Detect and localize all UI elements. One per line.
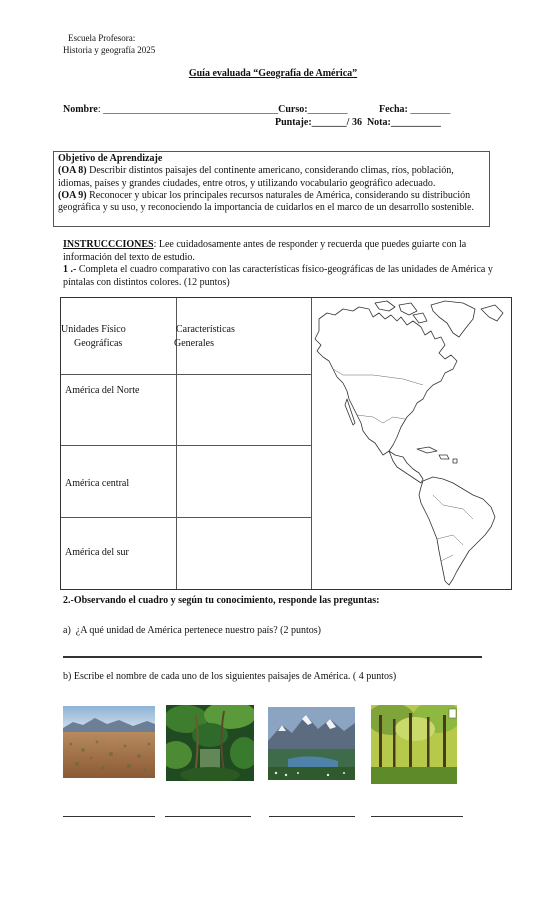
objective-heading: Objetivo de Aprendizaje — [58, 153, 163, 164]
answer-cell-south[interactable] — [177, 518, 311, 589]
question-2a — [63, 624, 321, 637]
q2a-text: ¿A qué unidad de América pertenece nuestro país? (2 puntos) — [75, 625, 321, 636]
page-title: Guía evaluada “Geografía de América” — [188, 68, 358, 79]
nombre-label: Nombre — [63, 104, 98, 115]
nombre-field[interactable] — [63, 103, 348, 116]
oa9-text: Reconocer y ubicar los principales recursos naturales de América, considerando su distribución geográfica y su uso, y reconociendo la importancia de cuidarlos en el marco de un desarrollo sostenible. — [58, 189, 474, 214]
col2-header-line2: Generales — [174, 338, 214, 349]
oa8-code: (OA 8) — [58, 165, 87, 177]
q1-text: Completa el cuadro comparativo con las características físico-geográficas de las unidades de América y píntalas con distintos colores. (12 puntos) — [63, 264, 493, 288]
answer-line-photo-2[interactable] — [165, 816, 251, 817]
question-2b: b) Escribe el nombre de cada uno de los siguientes paisajes de América. ( 4 puntos) — [63, 671, 397, 682]
fecha-field[interactable] — [379, 103, 450, 116]
nombre-blank: : ___________________________________ — [97, 104, 279, 115]
objective-box — [53, 151, 490, 227]
subject-label: Historia y geografía 2025 — [63, 45, 156, 55]
q2a-label: a) — [63, 625, 71, 636]
objective-oa9 — [58, 190, 485, 215]
oa9-code: (OA 9) — [58, 189, 87, 201]
answer-cell-north[interactable] — [177, 375, 311, 445]
answer-line-2a[interactable] — [63, 656, 482, 658]
nota-blank: __________ — [390, 117, 441, 128]
puntaje-label: Puntaje: — [275, 117, 312, 128]
puntaje-blank: _______ — [311, 117, 347, 128]
fecha-label: Fecha: — [379, 104, 408, 115]
school-label: Escuela Profesora: — [68, 33, 136, 43]
row-label-central: América central — [65, 478, 130, 489]
mountain-lake-landscape-photo — [268, 707, 355, 780]
answer-line-photo-1[interactable] — [63, 816, 155, 817]
instructions-label: INSTRUCCCIONES — [63, 239, 154, 250]
answer-line-photo-3[interactable] — [269, 816, 355, 817]
rainforest-landscape-photo — [166, 705, 254, 781]
fecha-blank: ________ — [410, 104, 451, 115]
desert-landscape-photo — [63, 706, 155, 778]
nota-label: Nota: — [366, 117, 391, 128]
question-1 — [63, 264, 493, 289]
puntaje-field[interactable] — [275, 116, 441, 129]
row-label-north: América del Norte — [65, 385, 140, 396]
objective-oa8 — [58, 165, 485, 190]
curso-blank: ________ — [307, 104, 348, 115]
instructions — [63, 239, 493, 264]
answer-line-photo-4[interactable] — [371, 816, 463, 817]
americas-map[interactable] — [313, 299, 511, 588]
comparison-table — [60, 297, 512, 590]
curso-label: Curso: — [278, 104, 308, 115]
q1-number: 1 .- — [63, 264, 77, 275]
row-label-south: América del sur — [65, 547, 129, 558]
oa8-text: Describir distintos paisajes del continente americano, considerando climas, ríos, población, idiomas, países y grandes ciudades, entre otros, y utilizando vocabulario geográfico adecuado. — [58, 165, 454, 189]
col2-header — [176, 323, 235, 351]
col1-header-line2: Geográficas — [74, 338, 123, 349]
question-2-heading: 2.-Observando el cuadro y según tu conocimiento, responde las preguntas: — [63, 595, 380, 606]
col1-header-line1: Unidades Físico — [61, 324, 126, 335]
col2-header-line1: Características — [176, 324, 235, 335]
col1-header — [61, 323, 126, 351]
forest-landscape-photo — [371, 705, 457, 784]
puntaje-total: / 36 — [346, 117, 362, 128]
table-divider — [311, 298, 312, 589]
answer-cell-central[interactable] — [177, 446, 311, 517]
instructions-text: : Lee cuidadosamente antes de responder y recuerda que puedes guiarte con la información del texto de estudio. — [63, 239, 467, 263]
